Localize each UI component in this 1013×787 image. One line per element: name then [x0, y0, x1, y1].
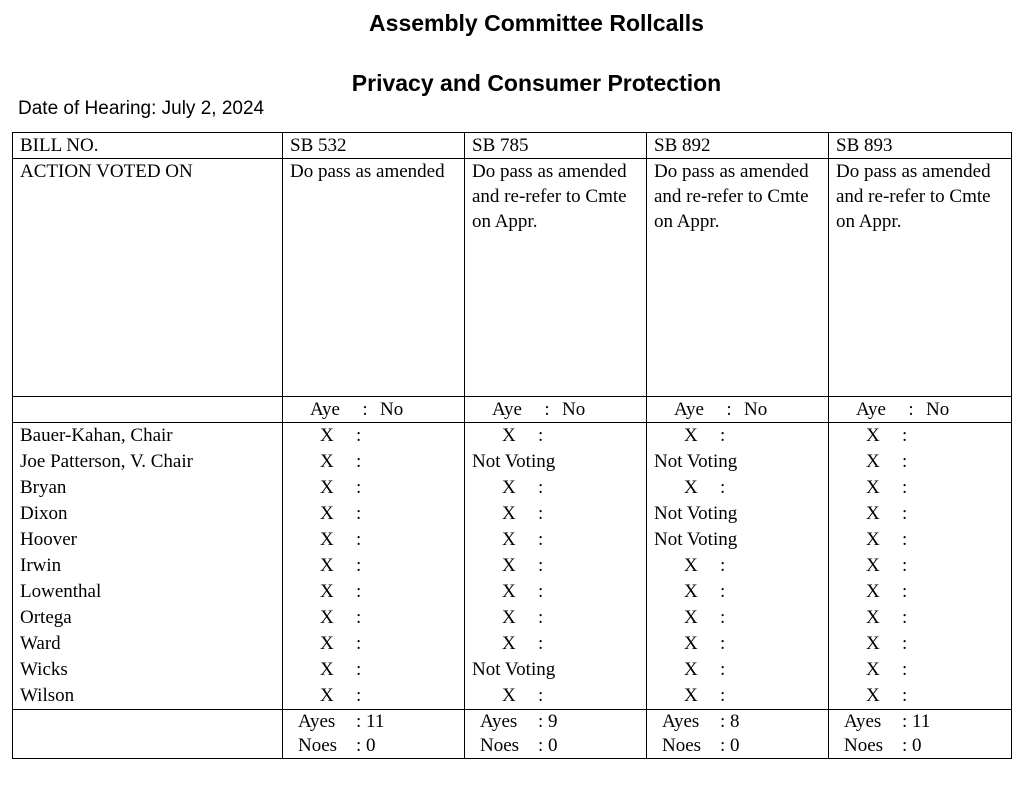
- aye-mark: X: [684, 607, 698, 628]
- colon: :: [902, 607, 908, 628]
- aye-label: Aye: [310, 399, 340, 420]
- vote-cell: [829, 449, 1012, 475]
- vote-cell: [829, 605, 1012, 631]
- vote-cell: [829, 501, 1012, 527]
- colon: :: [902, 477, 908, 498]
- vote-cell: [829, 579, 1012, 605]
- vote-cell: [283, 631, 465, 657]
- member-name: Ward: [13, 631, 283, 657]
- vote-totals: [829, 710, 1012, 759]
- noes-count: : 0: [902, 735, 922, 756]
- vote-cell: [647, 449, 829, 475]
- member-row: [13, 605, 1012, 631]
- member-name: Ortega: [13, 605, 283, 631]
- colon: :: [538, 555, 544, 576]
- vote-cell: [283, 449, 465, 475]
- colon: :: [538, 477, 544, 498]
- member-row: [13, 423, 1012, 450]
- member-row: [13, 579, 1012, 605]
- colon: :: [720, 477, 726, 498]
- aye-mark: X: [320, 685, 334, 706]
- noes-label: Noes: [298, 735, 338, 756]
- no-label: No: [744, 399, 768, 420]
- noes-label: Noes: [844, 735, 884, 756]
- aye-mark: X: [502, 555, 516, 576]
- colon: :: [356, 451, 362, 472]
- colon: :: [902, 503, 908, 524]
- rollcall-table: [12, 132, 1012, 759]
- colon: :: [356, 581, 362, 602]
- ayes-count: : 11: [902, 711, 931, 732]
- member-row: [13, 501, 1012, 527]
- action-row: [13, 159, 1012, 397]
- vote-cell: [829, 683, 1012, 710]
- colon: :: [902, 529, 908, 550]
- colon: :: [902, 633, 908, 654]
- colon: :: [720, 555, 726, 576]
- bill-number: SB 785: [465, 133, 647, 159]
- vote-cell: [647, 423, 829, 450]
- member-name: Irwin: [13, 553, 283, 579]
- member-row: [13, 631, 1012, 657]
- ayes-label: Ayes: [844, 711, 882, 732]
- colon: :: [908, 399, 914, 420]
- aye-mark: X: [866, 633, 880, 654]
- vote-cell: [647, 527, 829, 553]
- colon: :: [362, 399, 368, 420]
- document-title: Assembly Committee Rollcalls: [369, 10, 704, 36]
- member-name: Bryan: [13, 475, 283, 501]
- vote-cell: [829, 475, 1012, 501]
- bill-number: SB 532: [283, 133, 465, 159]
- aye-mark: X: [502, 633, 516, 654]
- member-name: Dixon: [13, 501, 283, 527]
- vote-cell: [465, 527, 647, 553]
- colon: :: [902, 555, 908, 576]
- vote-cell: [647, 683, 829, 710]
- aye-mark: X: [320, 659, 334, 680]
- member-row: [13, 553, 1012, 579]
- hearing-date: Date of Hearing: July 2, 2024: [18, 98, 265, 119]
- aye-mark: X: [866, 659, 880, 680]
- bill-number-row: [13, 133, 1012, 159]
- committee-name: Privacy and Consumer Protection: [351, 70, 722, 96]
- aye-mark: X: [866, 477, 880, 498]
- vote-cell: [829, 527, 1012, 553]
- colon: :: [538, 607, 544, 628]
- aye-label: Aye: [856, 399, 886, 420]
- vote-cell: [283, 527, 465, 553]
- aye-mark: X: [866, 685, 880, 706]
- vote-cell: [465, 631, 647, 657]
- vote-cell: [647, 579, 829, 605]
- member-row: [13, 657, 1012, 683]
- vote-totals: [283, 710, 465, 759]
- aye-mark: X: [684, 581, 698, 602]
- colon: :: [538, 503, 544, 524]
- aye-mark: X: [320, 607, 334, 628]
- vote-cell: [283, 553, 465, 579]
- member-name: Wicks: [13, 657, 283, 683]
- totals-row: [13, 710, 1012, 759]
- vote-cell: [647, 605, 829, 631]
- colon: :: [902, 451, 908, 472]
- vote-cell: [465, 605, 647, 631]
- member-row: [13, 449, 1012, 475]
- aye-mark: X: [684, 659, 698, 680]
- colon: :: [720, 685, 726, 706]
- aye-mark: X: [866, 581, 880, 602]
- ayes-label: Ayes: [480, 711, 518, 732]
- vote-cell: [283, 579, 465, 605]
- ayes-label: Ayes: [662, 711, 700, 732]
- aye-mark: X: [866, 503, 880, 524]
- aye-mark: X: [502, 425, 516, 446]
- member-name: Joe Patterson, V. Chair: [13, 449, 283, 475]
- colon: :: [356, 529, 362, 550]
- vote-cell: [647, 631, 829, 657]
- vote-cell: [465, 475, 647, 501]
- colon: :: [538, 633, 544, 654]
- vote-cell: [647, 501, 829, 527]
- aye-mark: X: [866, 555, 880, 576]
- colon: :: [538, 685, 544, 706]
- blank-cell: [13, 710, 283, 759]
- vote-cell: [647, 657, 829, 683]
- noes-count: : 0: [720, 735, 740, 756]
- member-row: [13, 683, 1012, 710]
- aye-mark: X: [684, 685, 698, 706]
- aye-no-header: [283, 397, 465, 423]
- vote-cell: [465, 553, 647, 579]
- colon: :: [720, 607, 726, 628]
- ayes-count: : 8: [720, 711, 740, 732]
- aye-mark: X: [684, 633, 698, 654]
- colon: :: [902, 425, 908, 446]
- aye-mark: X: [684, 477, 698, 498]
- aye-mark: X: [502, 529, 516, 550]
- not-voting-label: Not Voting: [654, 529, 738, 550]
- aye-mark: X: [502, 581, 516, 602]
- colon: :: [356, 503, 362, 524]
- colon: :: [356, 659, 362, 680]
- not-voting-label: Not Voting: [472, 451, 556, 472]
- bill-number: SB 893: [829, 133, 1012, 159]
- ayes-label: Ayes: [298, 711, 336, 732]
- not-voting-label: Not Voting: [654, 503, 738, 524]
- no-label: No: [380, 399, 404, 420]
- ayes-count: : 9: [538, 711, 558, 732]
- vote-cell: [465, 657, 647, 683]
- aye-mark: X: [502, 477, 516, 498]
- vote-cell: [465, 449, 647, 475]
- vote-cell: [283, 501, 465, 527]
- colon: :: [720, 425, 726, 446]
- aye-no-header-row: [13, 397, 1012, 423]
- aye-mark: X: [866, 425, 880, 446]
- vote-cell: [829, 631, 1012, 657]
- vote-cell: [465, 579, 647, 605]
- aye-no-header: [829, 397, 1012, 423]
- noes-label: Noes: [480, 735, 520, 756]
- member-name: Bauer-Kahan, Chair: [13, 423, 283, 450]
- action-text: Do pass as amended and re-refer to Cmte on Appr.: [829, 159, 1012, 397]
- no-label: No: [926, 399, 950, 420]
- colon: :: [538, 425, 544, 446]
- action-text: Do pass as amended and re-refer to Cmte on Appr.: [647, 159, 829, 397]
- vote-cell: [647, 475, 829, 501]
- member-row: [13, 475, 1012, 501]
- vote-cell: [829, 657, 1012, 683]
- colon: :: [538, 581, 544, 602]
- noes-label: Noes: [662, 735, 702, 756]
- aye-mark: X: [866, 451, 880, 472]
- colon: :: [720, 581, 726, 602]
- vote-cell: [283, 475, 465, 501]
- vote-cell: [283, 657, 465, 683]
- colon: :: [356, 477, 362, 498]
- aye-mark: X: [502, 685, 516, 706]
- bill-number: SB 892: [647, 133, 829, 159]
- blank-cell: [13, 397, 283, 423]
- aye-mark: X: [684, 555, 698, 576]
- noes-count: : 0: [538, 735, 558, 756]
- aye-label: Aye: [674, 399, 704, 420]
- colon: :: [902, 581, 908, 602]
- member-row: [13, 527, 1012, 553]
- ayes-count: : 11: [356, 711, 385, 732]
- action-text: Do pass as amended: [283, 159, 465, 397]
- aye-mark: X: [320, 425, 334, 446]
- colon: :: [356, 685, 362, 706]
- member-name: Lowenthal: [13, 579, 283, 605]
- bill-no-label: BILL NO.: [13, 133, 283, 159]
- vote-cell: [829, 553, 1012, 579]
- vote-totals: [647, 710, 829, 759]
- member-name: Wilson: [13, 683, 283, 710]
- not-voting-label: Not Voting: [654, 451, 738, 472]
- aye-no-header: [647, 397, 829, 423]
- vote-cell: [465, 683, 647, 710]
- aye-mark: X: [502, 607, 516, 628]
- member-name: Hoover: [13, 527, 283, 553]
- vote-cell: [829, 423, 1012, 450]
- aye-label: Aye: [492, 399, 522, 420]
- action-text: Do pass as amended and re-refer to Cmte on Appr.: [465, 159, 647, 397]
- aye-mark: X: [502, 503, 516, 524]
- colon: :: [544, 399, 550, 420]
- aye-mark: X: [320, 451, 334, 472]
- vote-cell: [283, 423, 465, 450]
- colon: :: [726, 399, 732, 420]
- aye-mark: X: [320, 503, 334, 524]
- aye-mark: X: [320, 477, 334, 498]
- aye-mark: X: [320, 529, 334, 550]
- colon: :: [356, 555, 362, 576]
- colon: :: [356, 633, 362, 654]
- aye-mark: X: [866, 529, 880, 550]
- aye-mark: X: [866, 607, 880, 628]
- vote-cell: [283, 605, 465, 631]
- colon: :: [538, 529, 544, 550]
- not-voting-label: Not Voting: [472, 659, 556, 680]
- vote-cell: [465, 423, 647, 450]
- vote-cell: [465, 501, 647, 527]
- colon: :: [902, 659, 908, 680]
- colon: :: [356, 425, 362, 446]
- colon: :: [720, 659, 726, 680]
- aye-mark: X: [684, 425, 698, 446]
- aye-mark: X: [320, 633, 334, 654]
- colon: :: [356, 607, 362, 628]
- vote-cell: [283, 683, 465, 710]
- aye-mark: X: [320, 581, 334, 602]
- colon: :: [902, 685, 908, 706]
- aye-no-header: [465, 397, 647, 423]
- no-label: No: [562, 399, 586, 420]
- vote-totals: [465, 710, 647, 759]
- colon: :: [720, 633, 726, 654]
- action-label: ACTION VOTED ON: [13, 159, 283, 397]
- aye-mark: X: [320, 555, 334, 576]
- noes-count: : 0: [356, 735, 376, 756]
- vote-cell: [647, 553, 829, 579]
